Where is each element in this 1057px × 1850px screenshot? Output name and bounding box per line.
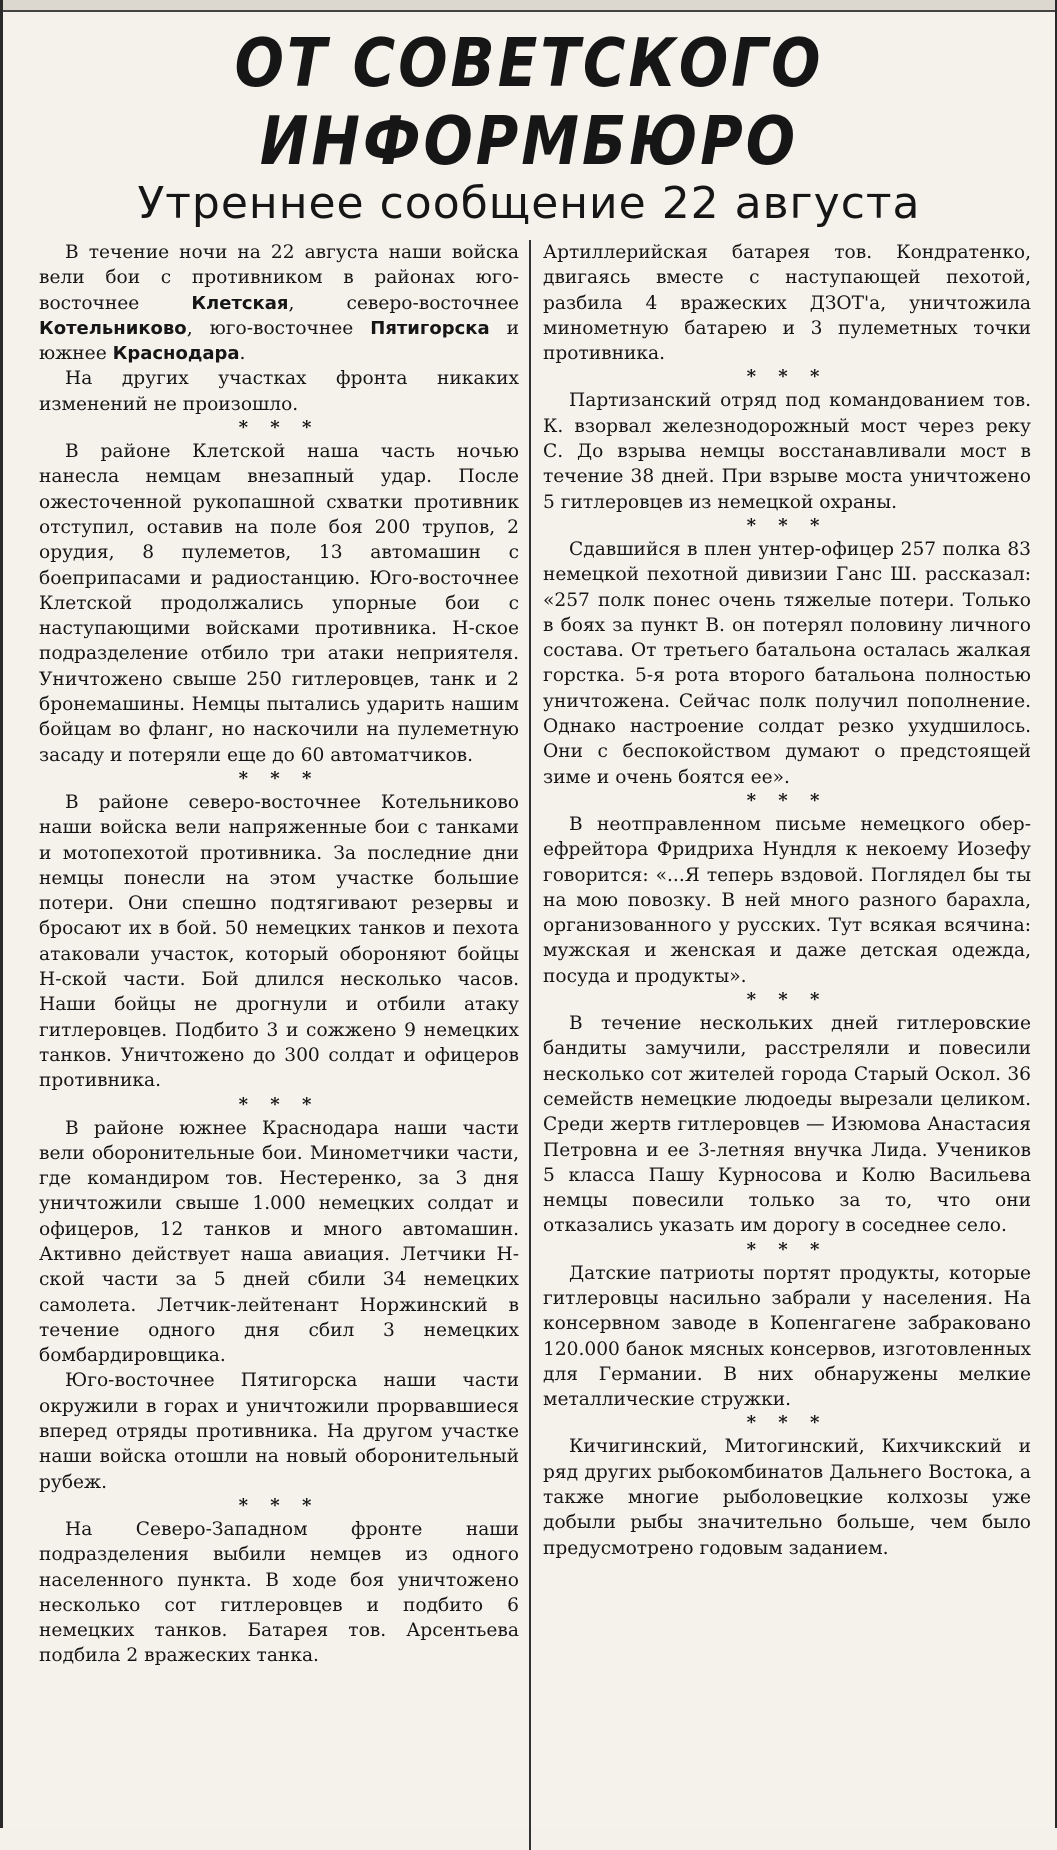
paragraph: В течение ночи на 22 августа наши войска вели бои с противником в районах юго-восточнее Клетская, северо-восточнее Котельниково, юго-восточнее Пятигорска и южнее Краснодара. <box>39 242 519 365</box>
paragraph: Юго-восточнее Пятигорска наши части окружили в горах и уничтожили прорвавшиеся вперед отряды противника. На другом участке наши войска отошли на новый оборонительный рубеж. <box>39 1370 519 1493</box>
left-column <box>13 240 529 1850</box>
section-separator: * * * <box>238 1093 320 1115</box>
paragraph: В районе Клетской наша часть ночью нанесла немцам внезапный удар. После ожесточенной рукопашной схватки противник отступил, оставив на поле боя 200 трупов, 2 орудия, 8 пулеметов, 13 автомашин с боеприпасами и радиостанцию. Юго-восточнее Клетской продолжались упорные бои с наступающими войсками противника. Н-ское подразделение отбило три атаки неприятеля. Уничтожено свыше 250 гитлеровцев, танк и 2 бронемашины. Немцы пытались ударить нашим бойцам во фланг, но наскочили на пулеметную засаду и потеряли еще до 60 автоматчиков. <box>39 441 519 766</box>
section-separator: * * * <box>746 1412 828 1434</box>
paragraph: В течение нескольких дней гитлеровские бандиты замучили, расстреляли и повесили несколько сот жителей города Старый Оскол. 36 семейств немецкие людоеды вырезали целиком. Среди жертв гитлеровцев — Изюмова Анастасия Петровна и ее 3-летняя внучка Лида. Учеников 5 класса Пашу Курносова и Колю Васильева немцы повесили только за то, что они отказались указать им дорогу в соседнее село. <box>543 1013 1031 1237</box>
section-separator: * * * <box>238 1494 320 1516</box>
paragraph: В неотправленном письме немецкого обер-ефрейтора Фридриха Нундля к некоему Иозефу говорится: «...Я теперь вздовой. Поглядел бы ты на мою повозку. В ней много разного барахла, организованного у русских. Тут всякая всячина: мужская и женская и даже детская одежда, посуда и продукты». <box>543 813 1031 987</box>
section-separator: * * * <box>746 989 828 1011</box>
right-column <box>529 240 1045 1850</box>
page-subtitle: Утреннее сообщение 22 августа <box>137 178 921 229</box>
section-separator: * * * <box>238 417 320 439</box>
top-border <box>3 0 1055 12</box>
paragraph: Партизанский отряд под командованием тов. К. взорвал железнодорожный мост через реку С. До взрыва немцы восстанавливали мост в течение 38 дней. При взрыве моста уничтожено 5 гитлеровцев из немецкой охраны. <box>543 390 1031 513</box>
section-separator: * * * <box>746 514 828 536</box>
paragraph: На Северо-Западном фронте наши подразделения выбили немцев из одного населенного пункта. В ходе боя уничтожено несколько сот гитлеровцев и подбито 6 немецких танков. Батарея тов. Арсентьева подбила 2 вражеских танка. <box>39 1518 519 1667</box>
section-separator: * * * <box>238 767 320 789</box>
paragraph: В районе северо-восточнее Котельниково наши войска вели напряженные бои с танками и мотопехотой противника. За последние дни немцы понесли на этом участке большие потери. Они спешно подтягивают резервы и бросают их в бой. 50 немецких танков и пехота атаковали участок, который обороняют бойцы Н-ской части. Бой длился несколько часов. Наши бойцы не дрогнули и отбили атаку гитлеровцев. Подбито 3 и сожжено 9 немецких танков. Уничтожено до 300 солдат и офицеров противника. <box>39 791 519 1092</box>
paragraph: Датские патриоты портят продукты, которые гитлеровцы насильно забрали у населения. На консервном заводе в Копенгагене забраковано 120.000 банок мясных консервов, изготовленных для Германии. В них обнаружены мелкие металлические стружки. <box>543 1262 1031 1411</box>
section-separator: * * * <box>746 1238 828 1260</box>
page-title: ОТ СОВЕТСКОГО ИНФОРМБЮРО <box>234 23 824 181</box>
paragraph: В районе южнее Краснодара наши части вели оборонительные бои. Минометчики части, где командиром тов. Нестеренко, за 3 дня уничтожили свыше 1.000 немецких солдат и офицеров, 12 танков и много автомашин. Активно действует наша авиация. Летчики Н-ской части за 5 дней сбили 34 немецких самолета. Летчик-лейтенант Норжинский в течение одного дня сбил 3 немецких бомбардировщика. <box>39 1117 519 1367</box>
section-separator: * * * <box>746 366 828 388</box>
article-columns <box>13 240 1045 1850</box>
section-separator: * * * <box>746 789 828 811</box>
paragraph: Кичигинский, Митогинский, Кихчикский и ряд других рыбокомбинатов Дальнего Востока, а также многие рыболовецкие колхозы уже добыли рыбы значительно больше, чем было предусмотрено годовым заданием. <box>543 1436 1031 1559</box>
paragraph: На других участках фронта никаких изменений не произошло. <box>39 368 519 415</box>
paragraph: Сдавшийся в плен унтер-офицер 257 полка 83 немецкой пехотной дивизии Ганс Ш. рассказал: «257 полк понес очень тяжелые потери. Только в боях за пункт В. он потерял половину личного состава. От третьего батальона осталась жалкая горстка. 5-я рота второго батальона полностью уничтожена. Сейчас полк получил пополнение. Однако настроение солдат резко ухудшилось. Они с беспокойством думают о предстоящей зиме и очень боятся ее». <box>543 538 1031 788</box>
paragraph: Артиллерийская батарея тов. Кондратенко, двигаясь вместе с наступающей пехотой, разбила 4 вражеских ДЗОТ'а, уничтожила минометную батарею и 3 пулеметных точки противника. <box>543 242 1031 365</box>
